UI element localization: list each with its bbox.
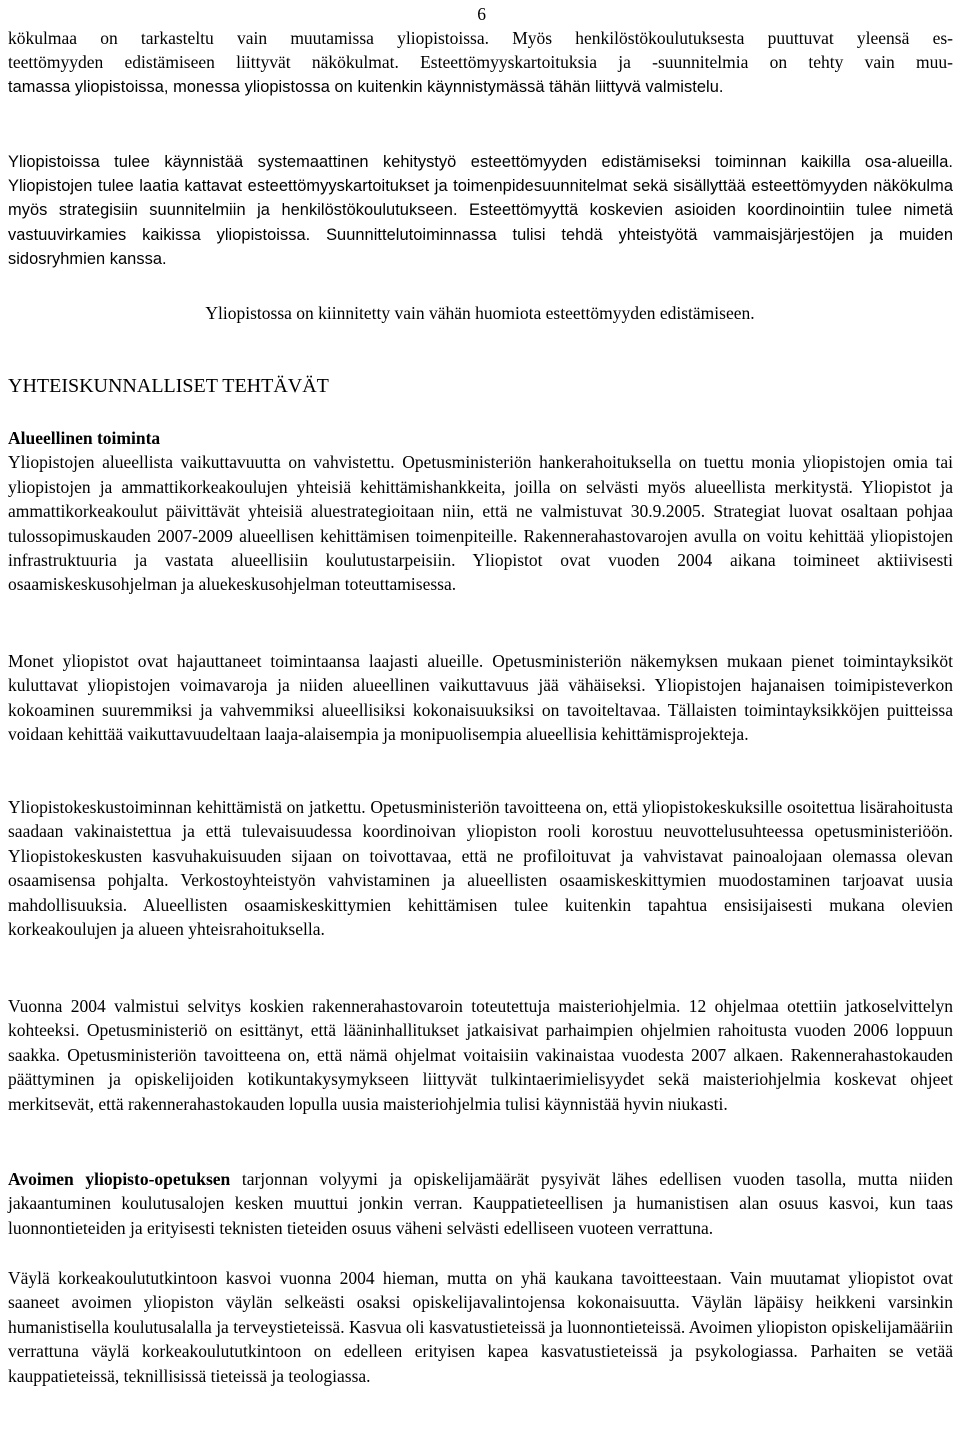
paragraph-5-text: tarjonnan volyymi ja opiskelijamäärät pysyivät lähes edellisen vuoden tasolla, mutta niiden jakaantuminen koulutusalojen kesken muuttui jonkin verran. Kauppatieteellisen ja humanistisen alan osuus kasvoi, kun taas luonnontieteiden ja erityisesti teknisten tieteiden osuus väheni selvästi edelliseen vuoteen verrattuna. <box>8 1169 953 1238</box>
recommendation-paragraph: Yliopistoissa tulee käynnistää systemaattinen kehitystyö esteettömyyden edistämiseksi toiminnan kaikilla osa-alueilla. Yliopistojen tulee laatia kattavat esteettömyyskartoitukset ja toimenpidesuunnitelmat sekä sisällyttää esteettömyyden näkökulma myös strategisiin suunnitelmiin ja henkilöstökoulutukseen. Esteettömyyttä koskevien asioiden koordinointiin tulee nimetä vastuuvirkamies kaikissa yliopistoissa. Suunnittelutoiminnassa tulisi tehdä yhteistyötä vammaisjärjestöjen ja muiden sidosryhmien kanssa. <box>8 153 953 268</box>
intro-line-1: kökulmaa on tarkasteltu vain muutamissa yliopistoissa. Myös henkilöstökoulutuksesta puuttuvat yleensä es- <box>8 28 953 48</box>
paragraph-3: Yliopistokeskustoiminnan kehittämistä on jatkettu. Opetusministeriön tavoitteena on, että yliopistokeskuksille osoitettua lisärahoitusta saadaan vakinaistettua ja että tulevaisuudessa koordinoivan yliopiston rooli korostuu neuvottelusuhteessa opetusministeriöön. Yliopistokeskusten kasvuhakuisuuden sijaan on toivottavaa, että ne profiloituvat ja vahvistavat painoalojaan olemassa olevan osaamisensa pohjalta. Verkostoyhteistyön vahvistaminen ja alueellisten osaamiskeskittymien muodostaminen tarjoavat uusia mahdollisuuksia. Alueellisten osaamiskeskittymien kehittämisen tulee kuitenkin tapahtua ensisijaisesti mukana olevien korkeakoulujen ja alueen yhteisrahoituksella. <box>8 797 953 940</box>
page-number: 6 <box>477 4 486 24</box>
intro-line-3: tamassa yliopistoissa, monessa yliopistossa on kuitenkin käynnistymässä tähän liittyvä valmistelu. <box>8 77 724 96</box>
paragraph-5-lead: Avoimen yliopisto-opetuksen <box>8 1169 231 1189</box>
subheading: Alueellinen toiminta <box>8 428 161 448</box>
intro-line-2: teettömyyden edistämiseen liittyvät näkökulmat. Esteettömyyskartoituksia ja -suunnitelmia on tehty vain muu- <box>8 52 953 73</box>
paragraph-6: Väylä korkeakoulututkintoon kasvoi vuonna 2004 hieman, mutta on yhä kaukana tavoitteestaan. Vain muutamat yliopistot ovat saaneet avoimen yliopiston väylän selkeästi osaksi opiskelijavalintojensa kokonaisuutta. Väylän läpäisy heikkeni varsinkin humanistisella koulutusalalla ja terveystieteissä. Kasvua oli kasvatustieteissä ja luonnontieteissä. Avoimen yliopiston opiskelijamääriin verrattuna väylä korkeakoulututkintoon on edelleen erityisen kapea kasvatustieteissä ja psykologiassa. Parhaiten se vetää kauppatieteissä, teknillisissä tieteissä ja teologiassa. <box>8 1268 953 1386</box>
regional-section <box>8 426 953 597</box>
paragraph-2: Monet yliopistot ovat hajauttaneet toimintaansa laajasti alueille. Opetusministeriön näkemyksen mukaan pienet toimintayksiköt kuluttavat yliopistojen voimavaroja ja niiden alueellinen vaikuttavuus jää vähäiseksi. Yliopistojen hajanaisen toimipisteverkon kokoaminen suuremmiksi ja vahvemmiksi alueellisiksi kokonaisuuksiksi on tavoiteltavaa. Tällaisten toimintayksikköjen puitteissa voidaan kehittää vaikuttavuudeltaan laaja-alaisempia ja monipuolisempia alueellisia kehittämisprojekteja. <box>8 651 953 745</box>
centered-note: Yliopistossa on kiinnitetty vain vähän huomiota esteettömyyden edistämiseen. <box>205 303 755 323</box>
paragraph-5 <box>8 1167 953 1240</box>
paragraph-4: Vuonna 2004 valmistui selvitys koskien rakennerahastovaroin toteutettuja maisteriohjelmia. 12 ohjelmaa otettiin jatkoselvittelyn kohteeksi. Opetusministeriö on esittänyt, että lääninhallitukset jatkaisivat parhaimpien ohjelmien rahoitusta vuoden 2006 loppuun saakka. Opetusministeriön tavoitteena on, että nämä ohjelmat voitaisiin vakinaistaa vuodesta 2007 alkaen. Rakennerahastokauden päättyminen ja opiskelijoiden kotikuntakysymykseen liittyvät tulkintaerimielisyydet sekä maisteriohjelmia koskevat ohjeet merkitsevät, että rakennerahastokauden lopulla uusia maisteriohjelmia tulisi käynnistää hyvin niukasti. <box>8 996 953 1114</box>
paragraph-1: Yliopistojen alueellista vaikuttavuutta on vahvistettu. Opetusministeriön hankerahoituksella on tuettu monia yliopistojen omia tai yliopistojen ja ammattikorkeakoulujen yhteisiä kehittämishankkeita, joilla on selvästi myös alueellista merkitystä. Yliopistot ja ammattikorkeakoulut päivittävät yhteisiä aluestrategioitaan niin, että ne valmistuvat 30.9.2005. Strategiat luovat osaltaan pohjaa tulossopimuskauden 2007-2009 alueellisen kehittämisen toimenpiteille. Rakennerahastovarojen avulla on voitu kehittää yliopistojen infrastruktuuria ja vastata alueellisiin koulutustarpeisiin. Yliopistot ovat vuoden 2004 aikana toimineet aktiivisesti osaamiskeskusohjelman ja aluekeskusohjelman toteuttamisessa. <box>8 452 953 595</box>
section-heading: YHTEISKUNNALLISET TEHTÄVÄT <box>8 375 329 397</box>
intro-paragraph <box>8 26 953 99</box>
